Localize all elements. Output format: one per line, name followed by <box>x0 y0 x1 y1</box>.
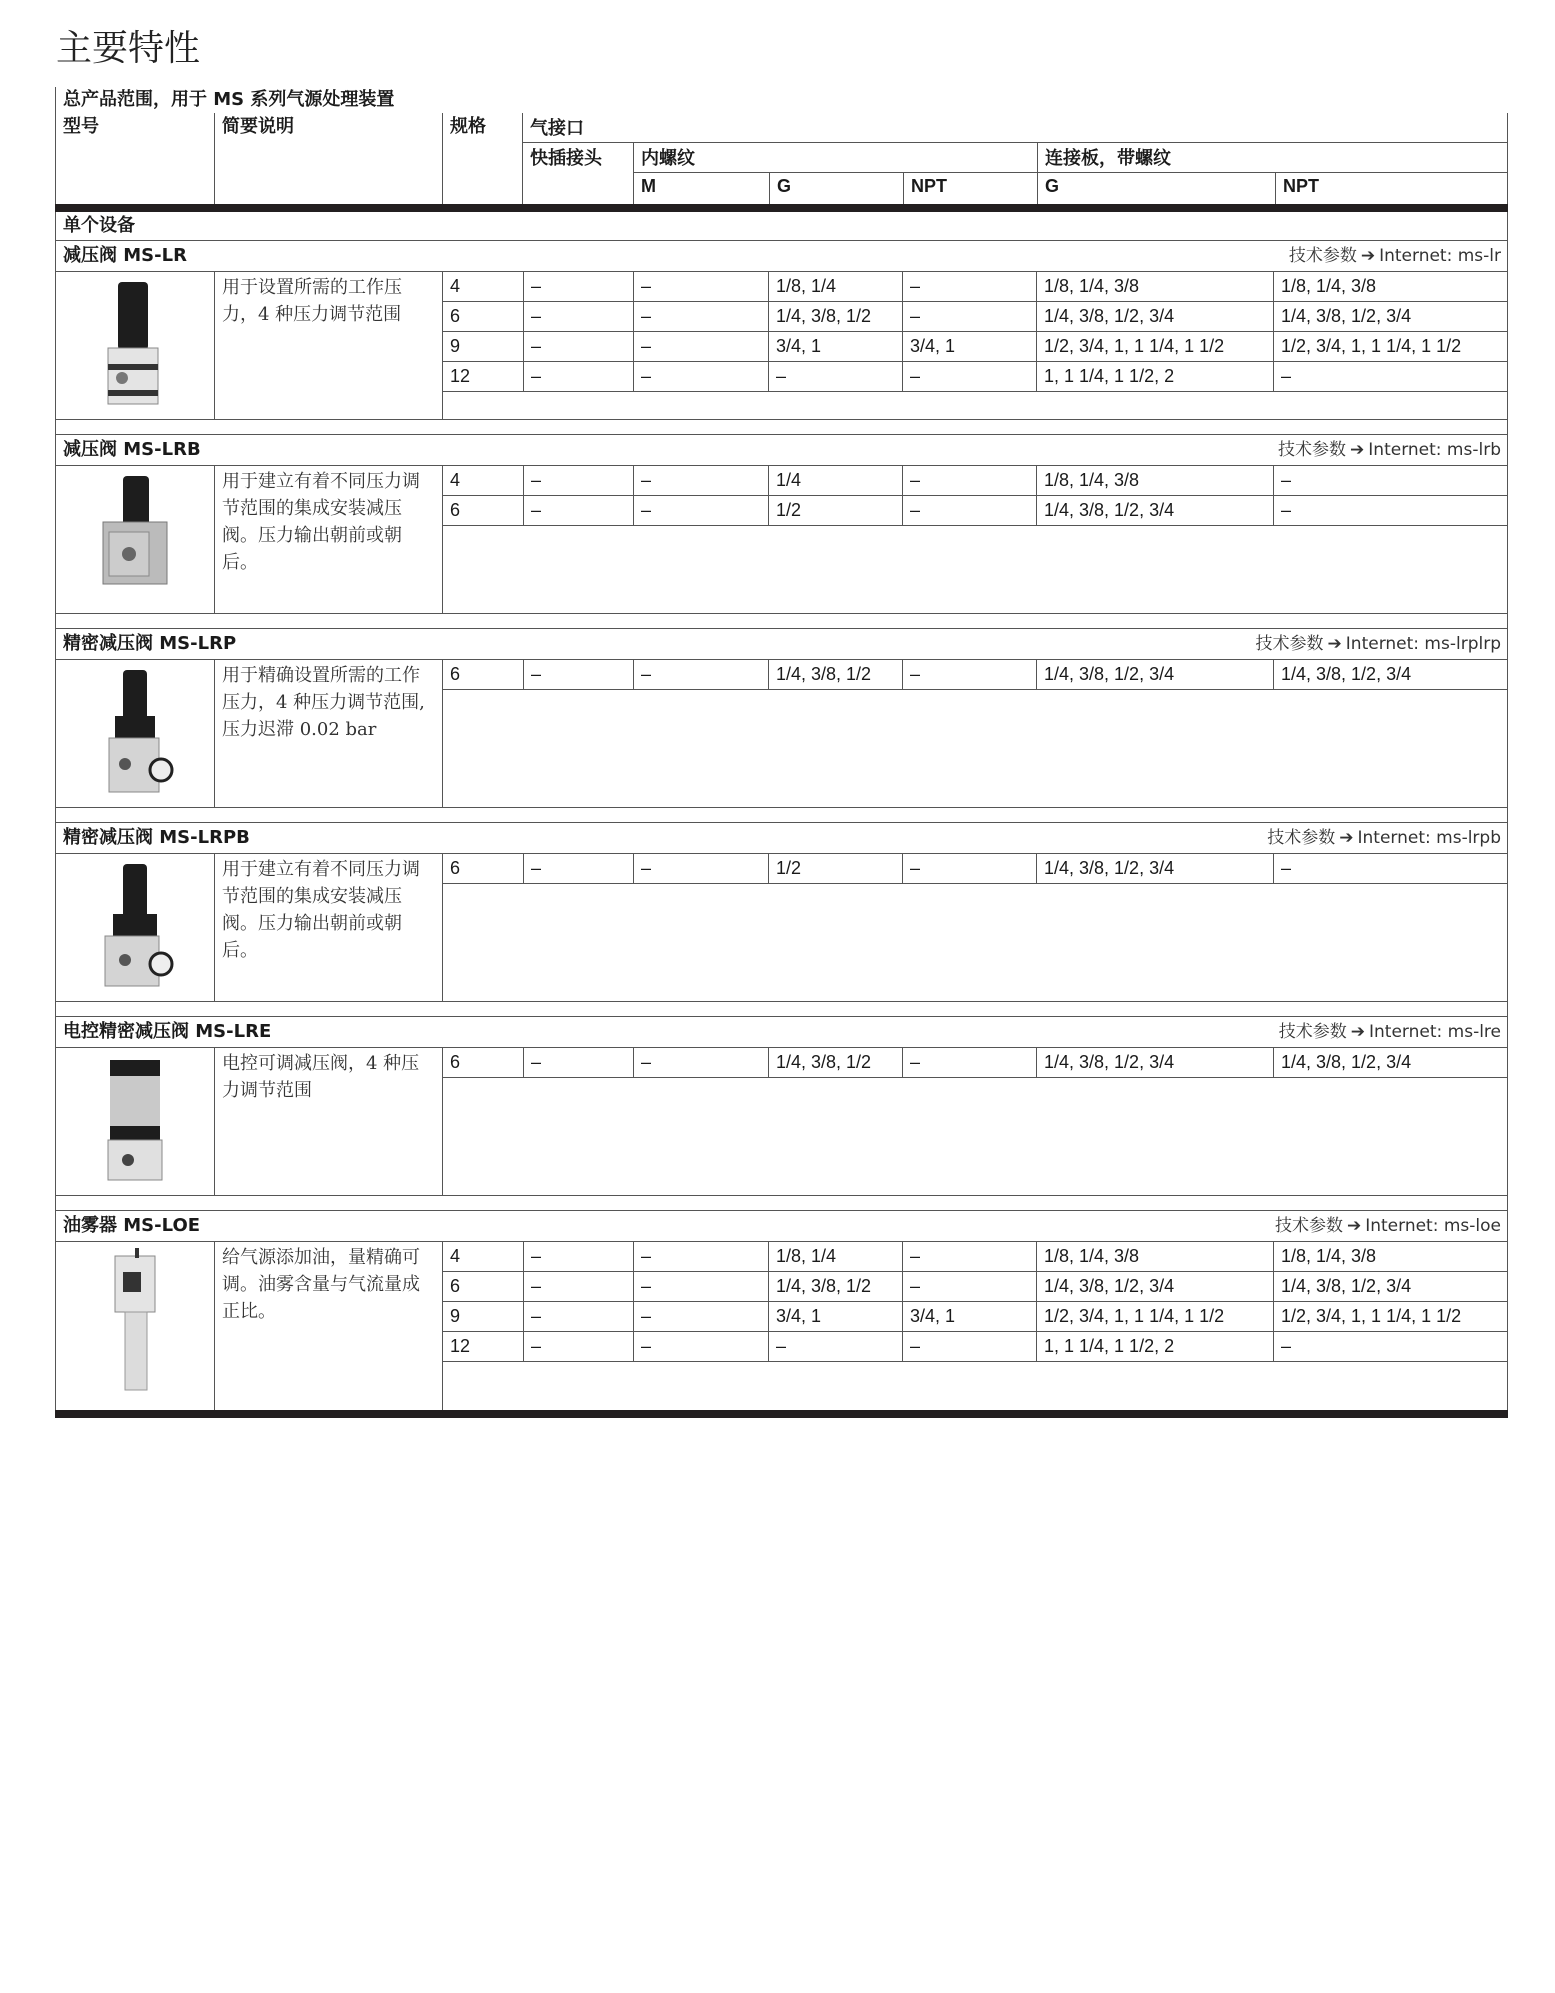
cell-thread-npt: – <box>902 496 1036 525</box>
port-size-rows <box>442 1242 1507 1410</box>
cell-thread-m: – <box>633 854 768 883</box>
header-sub-base: 连接板，带螺纹 <box>1038 143 1507 173</box>
cell-thread-npt: – <box>902 1332 1036 1361</box>
cell-quick-plug: – <box>523 854 633 883</box>
cell-plate-npt: 1/8, 1/4, 3/8 <box>1273 272 1507 301</box>
cell-quick-plug: – <box>523 272 633 301</box>
cell-quick-plug: – <box>523 1242 633 1271</box>
product-photo-icon <box>105 1248 165 1402</box>
section-title: 单个设备 <box>63 215 135 236</box>
product-block <box>55 1016 1508 1195</box>
cell-size: 9 <box>450 1306 461 1326</box>
cell-quick-plug: – <box>523 1302 633 1331</box>
cell-thread-m: – <box>633 1332 768 1361</box>
table-row <box>443 1048 1507 1078</box>
product-block <box>55 1210 1508 1410</box>
product-name: 电控精密减压阀 MS-LRE <box>63 1021 272 1042</box>
cell-plate-g: 1/8, 1/4, 3/8 <box>1036 466 1273 495</box>
cell-thread-g: 1/4, 3/8, 1/2 <box>768 302 902 331</box>
cell-plate-npt: – <box>1273 362 1507 391</box>
product-photo-icon <box>100 1054 170 1188</box>
cell-thread-g: 3/4, 1 <box>768 1302 902 1331</box>
cell-plate-npt: 1/2, 3/4, 1, 1 1/4, 1 1/2 <box>1273 1302 1507 1331</box>
product-block <box>55 822 1508 1001</box>
product-spacer <box>55 807 1508 822</box>
header-m: M <box>641 176 656 196</box>
arrow-right-icon: ➔ <box>1350 440 1365 460</box>
cell-thread-npt: – <box>902 272 1036 301</box>
cell-size: 4 <box>450 1246 461 1266</box>
cell-thread-npt: – <box>902 1242 1036 1271</box>
cell-size: 6 <box>450 858 461 878</box>
cell-thread-g: 1/4, 3/8, 1/2 <box>768 1048 902 1077</box>
cell-thread-m: – <box>633 496 768 525</box>
table-row <box>443 362 1507 392</box>
cell-plate-npt: 1/4, 3/8, 1/2, 3/4 <box>1273 660 1507 689</box>
product-description: 电控可调减压阀，4 种压力调节范围 <box>214 1048 442 1195</box>
table-header <box>55 113 1508 204</box>
header-size: 规格 <box>442 113 522 204</box>
product-name: 精密减压阀 MS-LRPB <box>63 827 250 848</box>
cell-thread-g: 1/4, 3/8, 1/2 <box>768 660 902 689</box>
table-row <box>443 302 1507 332</box>
product-header <box>56 1016 1507 1048</box>
table-caption: 总产品范围，用于 MS 系列气源处理装置 <box>63 89 395 110</box>
table-row <box>443 1332 1507 1362</box>
cell-thread-m: – <box>633 1302 768 1331</box>
port-size-rows <box>442 1048 1507 1195</box>
cell-plate-npt: 1/2, 3/4, 1, 1 1/4, 1 1/2 <box>1273 332 1507 361</box>
header-npt: NPT <box>903 173 1037 204</box>
table-row <box>443 496 1507 526</box>
port-size-rows <box>442 466 1507 613</box>
cell-quick-plug: – <box>523 1332 633 1361</box>
header-ports: 气接口 <box>523 113 1507 143</box>
product-description: 用于建立有着不同压力调节范围的集成安装减压阀。压力输出朝前或朝后。 <box>214 854 442 1001</box>
arrow-right-icon: ➔ <box>1350 1022 1366 1042</box>
port-size-rows <box>442 854 1507 1001</box>
tech-data-link[interactable]: 技术参数 ➔ Internet: ms-lrb <box>1278 440 1501 460</box>
table-bottom-bar <box>55 1410 1508 1418</box>
product-image <box>56 660 214 807</box>
cell-plate-g: 1/4, 3/8, 1/2, 3/4 <box>1036 302 1273 331</box>
page-title: 主要特性 <box>56 28 201 69</box>
table-row <box>443 854 1507 884</box>
product-block <box>55 434 1508 613</box>
cell-thread-npt: 3/4, 1 <box>902 1302 1036 1331</box>
table-row <box>443 660 1507 690</box>
header-divider <box>55 204 1508 212</box>
cell-plate-npt: – <box>1273 496 1507 525</box>
cell-plate-g: 1/4, 3/8, 1/2, 3/4 <box>1036 854 1273 883</box>
cell-plate-g: 1, 1 1/4, 1 1/2, 2 <box>1036 1332 1273 1361</box>
cell-plate-g: 1, 1 1/4, 1 1/2, 2 <box>1036 362 1273 391</box>
cell-thread-npt: – <box>902 854 1036 883</box>
product-description: 用于设置所需的工作压力，4 种压力调节范围 <box>214 272 442 419</box>
table-row <box>443 1242 1507 1272</box>
cell-thread-npt: – <box>902 1048 1036 1077</box>
cell-plate-npt: – <box>1273 854 1507 883</box>
cell-thread-m: – <box>633 1242 768 1271</box>
cell-thread-m: – <box>633 332 768 361</box>
cell-thread-npt: 3/4, 1 <box>902 332 1036 361</box>
product-image <box>56 272 214 419</box>
cell-size: 6 <box>450 306 461 326</box>
cell-size: 9 <box>450 336 461 356</box>
cell-thread-m: – <box>633 1272 768 1301</box>
cell-thread-m: – <box>633 466 768 495</box>
cell-thread-m: – <box>633 272 768 301</box>
product-photo-icon <box>95 472 175 596</box>
cell-size: 4 <box>450 276 461 296</box>
product-block <box>55 628 1508 807</box>
product-header <box>56 1210 1507 1242</box>
port-size-rows <box>442 660 1507 807</box>
product-name: 油雾器 MS-LOE <box>63 1215 201 1236</box>
product-image <box>56 466 214 613</box>
cell-thread-g: – <box>768 362 902 391</box>
header-plate-g: G <box>1045 176 1060 196</box>
product-body <box>56 1242 1507 1410</box>
cell-thread-npt: – <box>902 302 1036 331</box>
product-header <box>56 628 1507 660</box>
header-quick-plug: 快插接头 <box>530 148 602 168</box>
cell-thread-npt: – <box>902 660 1036 689</box>
product-name: 减压阀 MS-LRB <box>63 439 201 460</box>
tech-data-link[interactable]: 技术参数 ➔ Internet: ms-loe <box>1274 1216 1501 1236</box>
cell-quick-plug: – <box>523 362 633 391</box>
cell-thread-g: 1/2 <box>768 854 902 883</box>
tech-data-link[interactable]: 技术参数 ➔ Internet: ms-lrpb <box>1267 828 1501 848</box>
cell-size: 12 <box>450 366 471 386</box>
header-description: 简要说明 <box>214 113 442 204</box>
arrow-right-icon: ➔ <box>1360 246 1376 266</box>
cell-size: 6 <box>450 1052 461 1072</box>
product-spacer <box>55 419 1508 434</box>
table-row <box>443 466 1507 496</box>
table-row <box>443 332 1507 362</box>
product-description: 用于建立有着不同压力调节范围的集成安装减压阀。压力输出朝前或朝后。 <box>214 466 442 613</box>
cell-thread-m: – <box>633 302 768 331</box>
cell-plate-npt: – <box>1273 1332 1507 1361</box>
product-body <box>56 272 1507 419</box>
arrow-right-icon: ➔ <box>1327 634 1342 654</box>
cell-thread-npt: – <box>902 1272 1036 1301</box>
table-row <box>443 1272 1507 1302</box>
cell-thread-npt: – <box>902 466 1036 495</box>
cell-plate-npt: – <box>1273 466 1507 495</box>
cell-plate-g: 1/2, 3/4, 1, 1 1/4, 1 1/2 <box>1036 1302 1273 1331</box>
cell-thread-g: 3/4, 1 <box>768 332 902 361</box>
cell-plate-npt: 1/4, 3/8, 1/2, 3/4 <box>1273 1048 1507 1077</box>
cell-plate-g: 1/8, 1/4, 3/8 <box>1036 1242 1273 1271</box>
cell-size: 6 <box>450 1276 461 1296</box>
cell-quick-plug: – <box>523 1048 633 1077</box>
arrow-right-icon: ➔ <box>1346 1216 1362 1236</box>
tech-data-link[interactable]: 技术参数 ➔ Internet: ms-lre <box>1278 1022 1501 1042</box>
tech-data-link[interactable]: 技术参数 ➔ Internet: ms-lr <box>1288 246 1501 266</box>
cell-plate-npt: 1/4, 3/8, 1/2, 3/4 <box>1273 1272 1507 1301</box>
cell-thread-g: 1/2 <box>768 496 902 525</box>
product-spacer <box>55 1195 1508 1210</box>
product-body <box>56 660 1507 807</box>
cell-quick-plug: – <box>523 496 633 525</box>
cell-thread-g: 1/4 <box>768 466 902 495</box>
cell-plate-npt: 1/8, 1/4, 3/8 <box>1273 1242 1507 1271</box>
header-female-thread: 内螺纹 <box>634 143 1037 173</box>
cell-plate-g: 1/4, 3/8, 1/2, 3/4 <box>1036 496 1273 525</box>
cell-size: 12 <box>450 1336 471 1356</box>
header-plate-npt: NPT <box>1275 173 1507 204</box>
product-header <box>56 434 1507 466</box>
product-name: 减压阀 MS-LR <box>63 245 187 266</box>
cell-quick-plug: – <box>523 660 633 689</box>
product-image <box>56 1242 214 1410</box>
cell-thread-m: – <box>633 362 768 391</box>
product-spacer <box>55 1001 1508 1016</box>
cell-quick-plug: – <box>523 466 633 495</box>
cell-quick-plug: – <box>523 302 633 331</box>
cell-thread-g: 1/8, 1/4 <box>768 1242 902 1271</box>
table-row <box>443 1302 1507 1332</box>
product-header <box>56 822 1507 854</box>
cell-plate-g: 1/4, 3/8, 1/2, 3/4 <box>1036 1048 1273 1077</box>
cell-thread-g: 1/8, 1/4 <box>768 272 902 301</box>
cell-plate-g: 1/4, 3/8, 1/2, 3/4 <box>1036 660 1273 689</box>
cell-thread-m: – <box>633 660 768 689</box>
cell-plate-g: 1/8, 1/4, 3/8 <box>1036 272 1273 301</box>
product-name: 精密减压阀 MS-LRP <box>63 633 237 654</box>
product-body <box>56 1048 1507 1195</box>
cell-size: 4 <box>450 470 461 490</box>
product-description: 用于精确设置所需的工作压力，4 种压力调节范围,压力迟滞 0.02 bar <box>214 660 442 807</box>
cell-plate-g: 1/2, 3/4, 1, 1 1/4, 1 1/2 <box>1036 332 1273 361</box>
cell-thread-g: – <box>768 1332 902 1361</box>
product-range-table <box>55 87 1508 1418</box>
cell-quick-plug: – <box>523 1272 633 1301</box>
product-spacer <box>55 613 1508 628</box>
cell-thread-m: – <box>633 1048 768 1077</box>
product-photo-icon <box>95 860 175 994</box>
product-photo-icon <box>100 278 170 412</box>
product-image <box>56 1048 214 1195</box>
product-photo-icon <box>95 666 175 800</box>
cell-plate-g: 1/4, 3/8, 1/2, 3/4 <box>1036 1272 1273 1301</box>
port-size-rows <box>442 272 1507 419</box>
header-type: 型号 <box>63 116 99 136</box>
cell-plate-npt: 1/4, 3/8, 1/2, 3/4 <box>1273 302 1507 331</box>
cell-thread-npt: – <box>902 362 1036 391</box>
arrow-right-icon: ➔ <box>1339 828 1354 848</box>
tech-data-link[interactable]: 技术参数 ➔ Internet: ms-lrplrp <box>1255 634 1501 654</box>
cell-size: 6 <box>450 500 461 520</box>
product-body <box>56 466 1507 613</box>
product-image <box>56 854 214 1001</box>
product-description: 给气源添加油，量精确可调。油雾含量与气流量成正比。 <box>214 1242 442 1410</box>
section-single-units <box>55 212 1508 240</box>
cell-thread-g: 1/4, 3/8, 1/2 <box>768 1272 902 1301</box>
product-block <box>55 240 1508 419</box>
cell-quick-plug: – <box>523 332 633 361</box>
header-g: G <box>769 173 903 204</box>
product-body <box>56 854 1507 1001</box>
table-row <box>443 272 1507 302</box>
product-header <box>56 240 1507 272</box>
cell-size: 6 <box>450 664 461 684</box>
